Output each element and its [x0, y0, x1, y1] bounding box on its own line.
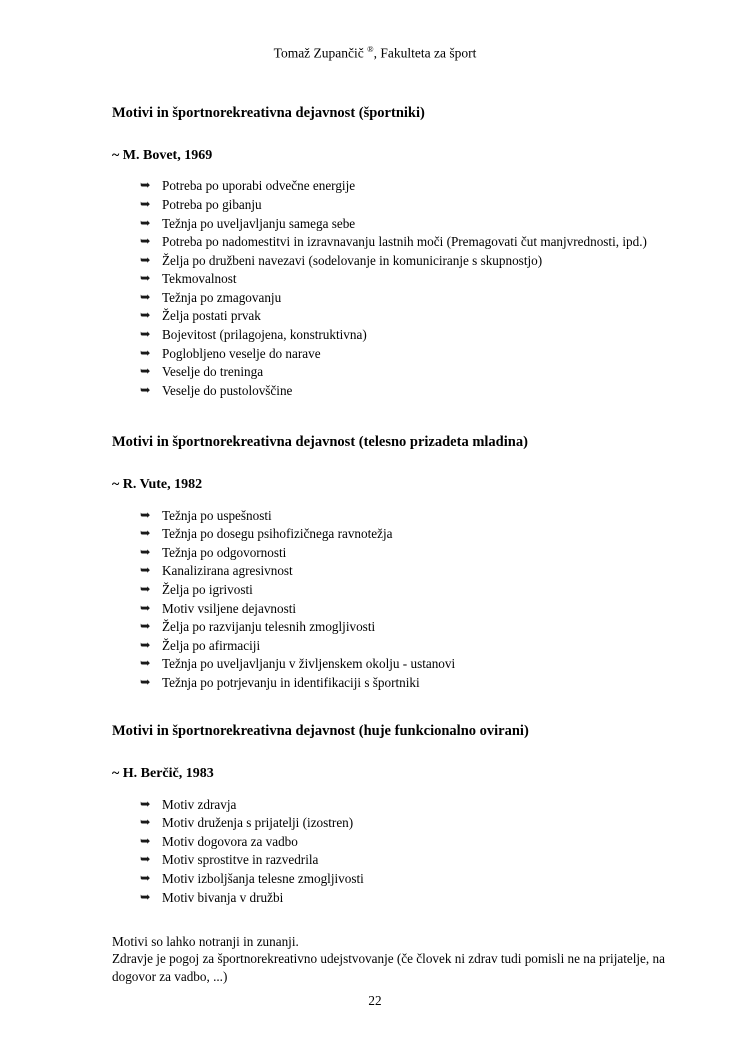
arrow-bullet-icon: ➥ — [140, 308, 151, 323]
list-item-label: Veselje do treninga — [162, 364, 264, 380]
list-item — [140, 345, 678, 362]
list-item — [140, 581, 678, 598]
list-item — [140, 196, 678, 213]
arrow-bullet-icon: ➥ — [140, 871, 151, 885]
arrow-bullet-icon: ➥ — [140, 889, 151, 904]
list-item-label: Želja postati prvak — [162, 308, 261, 324]
section-3-title: Motivi in športnorekreativna dejavnost (huje funkcionalno ovirani) — [112, 723, 529, 739]
section-2-list — [112, 507, 678, 691]
list-item — [140, 655, 678, 672]
list-item — [140, 796, 678, 813]
registered-mark-icon: ® — [367, 44, 374, 54]
list-item-label: Kanalizirana agresivnost — [162, 563, 293, 579]
arrow-bullet-icon: ➥ — [140, 674, 151, 689]
list-item-label: Težnja po uveljavljanju v življenskem okolju - ustanovi — [162, 656, 456, 672]
arrow-bullet-icon: ➥ — [140, 619, 151, 634]
arrow-bullet-icon: ➥ — [140, 252, 151, 267]
list-item — [140, 177, 678, 194]
list-item-label: Potreba po gibanju — [162, 196, 262, 212]
arrow-bullet-icon: ➥ — [140, 271, 151, 286]
list-item — [140, 289, 678, 306]
list-item — [140, 674, 678, 691]
list-item-label: Težnja po dosegu psihofizičnega ravnotežja — [162, 526, 393, 542]
list-item-label: Poglobljeno veselje do narave — [162, 345, 321, 361]
list-item-label: Motiv vsiljene dejavnosti — [162, 600, 297, 616]
list-item — [140, 637, 678, 654]
page-title: Motivi in športnorekreativna dejavnost (športniki) — [112, 104, 425, 121]
list-item-label: Želja po razvijanju telesnih zmogljivosti — [162, 619, 376, 635]
section-3-list — [112, 796, 678, 906]
section-3-author: ~ H. Berčič, 1983 — [112, 766, 214, 782]
page-header — [112, 44, 678, 62]
arrow-bullet-icon: ➥ — [140, 852, 151, 867]
list-item-label: Težnja po uveljavljanju samega sebe — [162, 215, 356, 231]
section-2 — [112, 433, 678, 691]
arrow-bullet-icon: ➥ — [140, 178, 151, 193]
list-item — [140, 326, 678, 343]
list-item-label: Želja po družbeni navezavi (sodelovanje in komuniciranje s skupnostjo) — [162, 252, 543, 268]
list-item — [140, 382, 678, 399]
arrow-bullet-icon: ➥ — [140, 196, 151, 211]
list-item — [140, 833, 678, 850]
list-item-label: Težnja po zmagovanju — [162, 289, 282, 305]
list-item-label: Potreba po uporabi odvečne energije — [162, 178, 356, 194]
section-3 — [112, 722, 678, 906]
list-item-label: Težnja po odgovornosti — [162, 544, 287, 560]
closing-paragraphs — [112, 933, 678, 985]
list-item-label: Motiv sprostitve in razvedrila — [162, 852, 319, 868]
arrow-bullet-icon: ➥ — [140, 364, 151, 379]
list-item — [140, 233, 678, 250]
arrow-bullet-icon: ➥ — [140, 234, 151, 249]
list-item — [140, 544, 678, 561]
list-item — [140, 252, 678, 269]
arrow-bullet-icon: ➥ — [140, 215, 151, 230]
arrow-bullet-icon: ➥ — [140, 833, 151, 848]
list-item — [140, 870, 678, 887]
list-item-label: Tekmovalnost — [162, 271, 237, 287]
list-item-label: Želja po afirmaciji — [162, 637, 261, 653]
list-item — [140, 363, 678, 380]
list-item — [140, 307, 678, 324]
list-item — [140, 814, 678, 831]
arrow-bullet-icon: ➥ — [140, 815, 151, 830]
arrow-bullet-icon: ➥ — [140, 581, 151, 596]
list-item — [140, 618, 678, 635]
list-item — [140, 270, 678, 287]
list-item-label: Veselje do pustolovščine — [162, 382, 293, 398]
section-1 — [112, 104, 678, 399]
arrow-bullet-icon: ➥ — [140, 544, 151, 559]
list-item-label: Motiv zdravja — [162, 796, 237, 812]
arrow-bullet-icon: ➥ — [140, 796, 151, 811]
header-affiliation: , Fakulteta za šport — [373, 45, 477, 61]
list-item — [140, 215, 678, 232]
arrow-bullet-icon: ➥ — [140, 327, 151, 342]
list-item — [140, 600, 678, 617]
list-item — [140, 525, 678, 542]
list-item-label: Bojevitost (prilagojena, konstruktivna) — [162, 327, 367, 343]
list-item — [140, 851, 678, 868]
list-item-label: Motiv izboljšanja telesne zmogljivosti — [162, 871, 364, 886]
arrow-bullet-icon: ➥ — [140, 656, 151, 671]
page-number: 22 — [368, 993, 382, 1008]
closing-line-2: Zdravje je pogoj za športnorekreativno udejstvovanje (če človek ni zdrav tudi pomisli ne na prijatelje, na dogovor za vadbo, ...) — [112, 951, 665, 984]
list-item-label: Motiv bivanja v družbi — [162, 889, 284, 905]
section-1-author: ~ M. Bovet, 1969 — [112, 147, 213, 163]
header-author-name: Tomaž Zupančič — [273, 45, 368, 61]
arrow-bullet-icon: ➥ — [140, 526, 151, 541]
arrow-bullet-icon: ➥ — [140, 600, 151, 615]
list-item-label: Potreba po nadomestitvi in izravnavanju lastnih moči (Premagovati čut manjvrednosti, ipd.) — [162, 234, 647, 250]
list-item-label: Motiv dogovora za vadbo — [162, 833, 298, 849]
list-item-label: Motiv druženja s prijatelji (izostren) — [162, 815, 354, 831]
list-item — [140, 562, 678, 579]
list-item — [140, 889, 678, 906]
list-item — [140, 507, 678, 524]
section-1-list — [112, 177, 678, 399]
list-item-label: Težnja po uspešnosti — [162, 507, 272, 523]
section-2-title: Motivi in športnorekreativna dejavnost (telesno prizadeta mladina) — [112, 433, 528, 450]
list-item-label: Težnja po potrjevanju in identifikaciji s športniki — [162, 674, 420, 690]
arrow-bullet-icon: ➥ — [140, 382, 151, 397]
arrow-bullet-icon: ➥ — [140, 345, 151, 360]
list-item-label: Želja po igrivosti — [162, 581, 253, 597]
closing-line-1: Motivi so lahko notranji in zunanji. — [112, 933, 299, 949]
arrow-bullet-icon: ➥ — [140, 563, 151, 578]
section-2-author: ~ R. Vute, 1982 — [112, 477, 203, 493]
arrow-bullet-icon: ➥ — [140, 637, 151, 652]
arrow-bullet-icon: ➥ — [140, 507, 151, 522]
arrow-bullet-icon: ➥ — [140, 289, 151, 304]
